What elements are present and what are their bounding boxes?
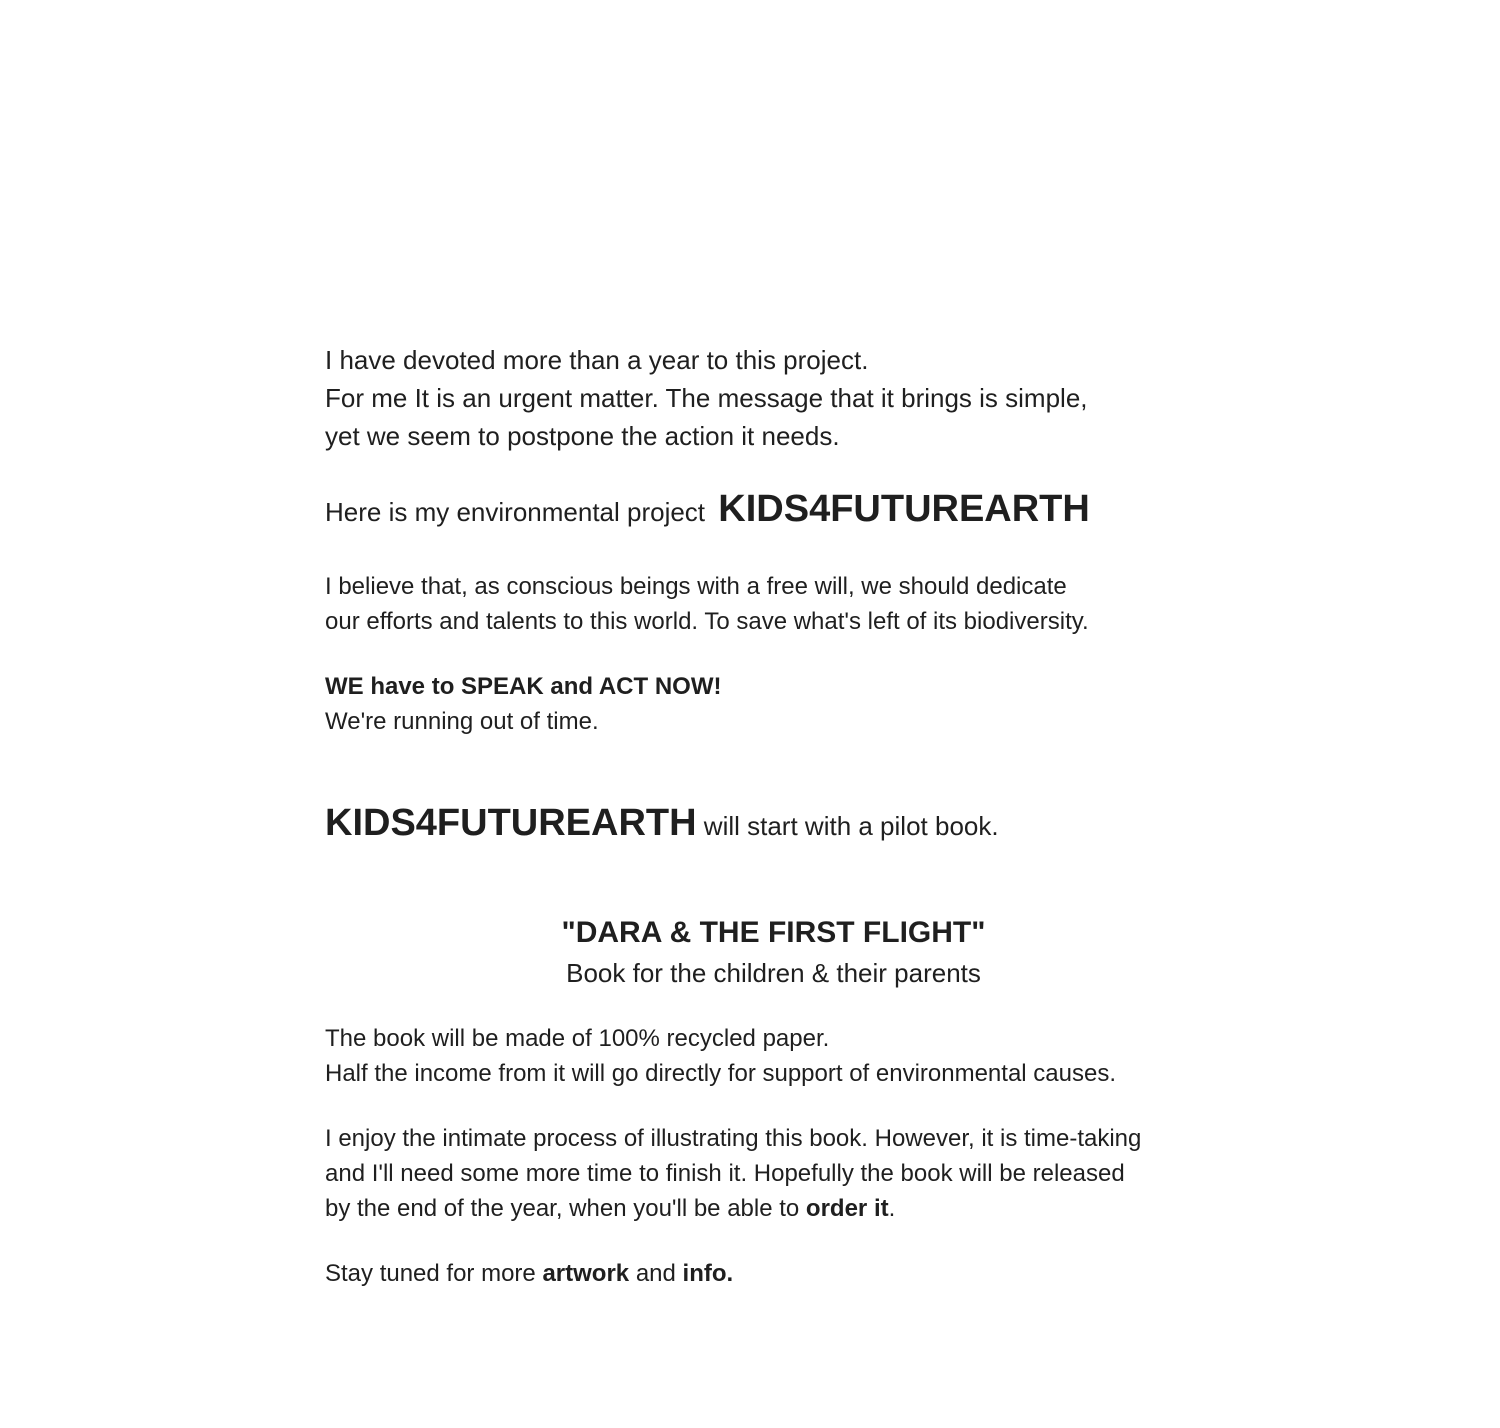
info-text: info. bbox=[682, 1260, 734, 1287]
process-line-3-post: . bbox=[888, 1195, 896, 1222]
process-line-3 bbox=[325, 1191, 895, 1226]
order-it-text: order it bbox=[805, 1195, 889, 1222]
pilot-line bbox=[325, 804, 999, 845]
pilot-text: will start with a pilot book. bbox=[703, 811, 999, 841]
intro-line-1: I have devoted more than a year to this project. bbox=[325, 345, 869, 375]
intro-line-2: For me It is an urgent matter. The message that it brings is simple, bbox=[325, 383, 1088, 413]
call-line: We're running out of time. bbox=[325, 708, 599, 735]
project-line bbox=[325, 490, 1090, 531]
belief-line-1: I believe that, as conscious beings with a free will, we should dedicate bbox=[325, 573, 1067, 600]
intro-line-3: yet we seem to postpone the action it needs. bbox=[325, 421, 840, 451]
book-subtitle: Book for the children & their parents bbox=[566, 958, 981, 988]
process-line-1: I enjoy the intimate process of illustrating this book. However, it is time-taking bbox=[325, 1125, 1142, 1152]
stay-tuned-pre: Stay tuned for more bbox=[325, 1260, 536, 1287]
project-name: KIDS4FUTUREARTH bbox=[718, 488, 1090, 530]
pilot-name: KIDS4FUTUREARTH bbox=[325, 802, 697, 844]
artwork-text: artwork bbox=[542, 1260, 630, 1287]
call-headline: WE have to SPEAK and ACT NOW! bbox=[325, 673, 722, 700]
paper-line-2: Half the income from it will go directly for support of environmental causes. bbox=[325, 1060, 1117, 1087]
process-line-3-pre: by the end of the year, when you'll be able to bbox=[325, 1195, 800, 1222]
process-line-2: and I'll need some more time to finish it. Hopefully the book will be released bbox=[325, 1160, 1125, 1187]
project-lead: Here is my environmental project bbox=[325, 497, 706, 527]
book-title: "DARA & THE FIRST FLIGHT" bbox=[561, 916, 986, 949]
paper-line-1: The book will be made of 100% recycled paper. bbox=[325, 1025, 830, 1052]
stay-tuned-line bbox=[325, 1256, 733, 1291]
stay-and: and bbox=[635, 1260, 676, 1287]
belief-line-2: our efforts and talents to this world. To save what's left of its biodiversity. bbox=[325, 608, 1089, 635]
